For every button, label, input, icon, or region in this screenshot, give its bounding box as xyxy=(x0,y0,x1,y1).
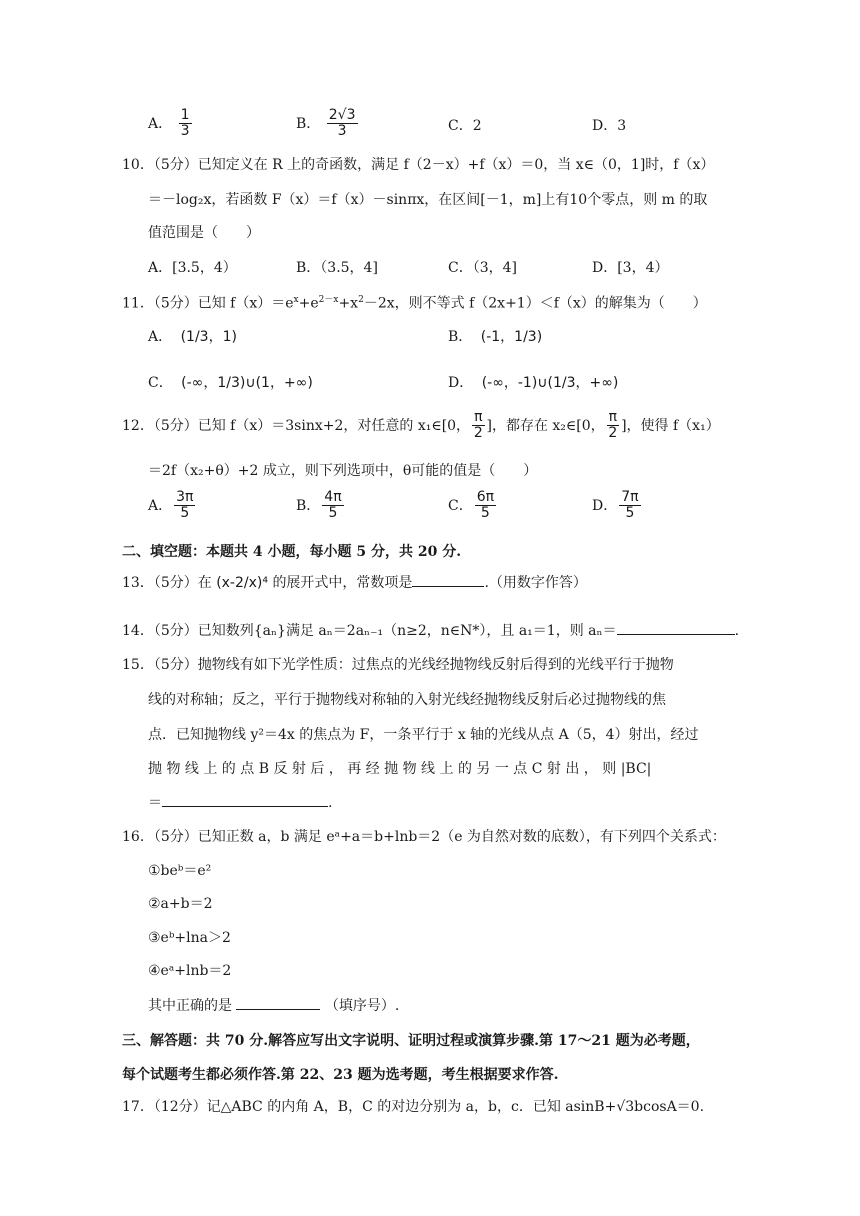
answer-blank[interactable] xyxy=(412,574,484,587)
denominator: 3 xyxy=(337,123,347,140)
q13-text: .（用数字作答） xyxy=(484,575,587,591)
numerator: π xyxy=(474,409,483,425)
fraction xyxy=(327,108,358,140)
q17-stem: 17．（12分）记△ABC 的内角 A，B，C 的对边分别为 a，b，c．已知 asinB+√3bcosA＝0. xyxy=(122,1099,705,1115)
section-heading-solutions-line-2: 每个试题考生都必须作答.第 22、23 题为选考题，考生根据要求作答. xyxy=(122,1067,559,1083)
numerator: π xyxy=(608,409,618,425)
fraction xyxy=(619,490,640,522)
fraction xyxy=(607,410,619,442)
denominator: 2 xyxy=(608,425,618,442)
fraction xyxy=(179,108,192,140)
answer-blank[interactable] xyxy=(236,997,320,1010)
fraction xyxy=(475,490,496,522)
q12-text: 12．（5分）已知 f（x）＝3sinx+2，对任意的 x₁∈[0， xyxy=(122,417,471,434)
q11-option-b xyxy=(448,326,542,346)
q10-option-d: D．[3，4） xyxy=(592,260,669,276)
q11-text: +e xyxy=(298,295,319,312)
fraction xyxy=(322,490,343,522)
numerator: 4π xyxy=(324,489,342,505)
numerator: 6π xyxy=(476,489,495,505)
q12-line-2: ＝2f（x₂+θ）+2 成立，则下列选项中，θ可能的值是（ ） xyxy=(148,463,538,479)
q13 xyxy=(122,572,587,592)
q16-answer-line xyxy=(148,997,399,1015)
option-label: A． xyxy=(148,115,173,132)
q11-text: +x xyxy=(338,295,359,312)
q15-line-3: 点．已知抛物线 y²＝4x 的焦点为 F，一条平行于 x 轴的光线从点 A（5，4）射出，经过 xyxy=(148,727,699,743)
option-label: B． xyxy=(296,497,321,514)
q15-text: . xyxy=(328,795,333,811)
fraction xyxy=(472,410,484,442)
exponent: 2 xyxy=(358,295,364,305)
option-label: C． xyxy=(448,497,473,514)
q13-expression: (x-2/x)⁴ xyxy=(216,575,268,591)
q10-option-b: B．（3.5，4] xyxy=(296,260,378,276)
q11-text: 11．（5分）已知 f（x）＝e xyxy=(122,295,294,312)
section-heading-solutions-line-1: 三、解答题：共 70 分.解答应写出文字说明、证明过程或演算步骤.第 17～21 题为必考题， xyxy=(122,1033,700,1049)
q12-option-b xyxy=(296,490,346,522)
q9-option-b xyxy=(296,108,360,140)
option-value: (1/3，1) xyxy=(180,329,237,345)
q15-line-4: 抛 物 线 上 的 点 B 反 射 后 ， 再 经 抛 物 线 上 的 另 一 点 C 射 出 ， 则 |BC| xyxy=(148,761,652,777)
q12-option-a xyxy=(148,490,197,522)
q16-text: 其中正确的是 xyxy=(148,998,232,1014)
q13-text: 的展开式中，常数项是 xyxy=(272,575,413,591)
q11-stem xyxy=(122,295,707,312)
option-label: A． xyxy=(148,329,173,345)
q11-text: －2x，则不等式 f（2x+1）＜f（x）的解集为（ ） xyxy=(363,295,707,312)
q15-line-2: 线的对称轴；反之，平行于抛物线对称轴的入射光线经抛物线反射后必过抛物线的焦 xyxy=(148,692,666,708)
numerator: 2√3 xyxy=(328,107,356,123)
q10-option-a: A．[3.5，4） xyxy=(148,260,237,276)
answer-blank[interactable] xyxy=(617,622,735,635)
q16-text: （填序号）. xyxy=(324,998,400,1014)
q14-text: 14．（5分）已知数列{aₙ}满足 aₙ＝2aₙ₋₁（n≥2，n∈N*），且 a₁＝1，则 aₙ＝ xyxy=(122,623,617,639)
q10-option-c: C．（3，4] xyxy=(448,260,517,276)
q11-option-a xyxy=(148,326,237,346)
q12-text: ]，都存在 x₂∈[0， xyxy=(486,417,605,434)
option-label: D． xyxy=(592,497,618,514)
q16-line-1: 16．（5分）已知正数 a，b 满足 eᵃ+a＝b+lnb＝2（e 为自然对数的底数），有下列四个关系式： xyxy=(122,829,726,845)
exponent: x xyxy=(293,295,299,305)
q12-text: ]，使得 f（x₁） xyxy=(621,417,720,434)
q10-line-1: 10．（5分）已知定义在 R 上的奇函数，满足 f（2－x）+f（x）＝0，当 x∈（0，1]时，f（x） xyxy=(122,157,715,173)
q9-option-c: C．2 xyxy=(448,118,482,134)
denominator: 5 xyxy=(480,505,490,522)
q13-text: 13．（5分）在 xyxy=(122,575,212,591)
q16-statement-2: ②a+b＝2 xyxy=(148,896,213,912)
numerator: 1 xyxy=(180,107,190,123)
denominator: 5 xyxy=(625,505,635,522)
q14-text: . xyxy=(734,623,740,639)
option-label: B． xyxy=(448,329,473,345)
option-value: (-∞，1/3)∪(1，+∞) xyxy=(181,375,313,391)
q10-line-3: 值范围是（ ） xyxy=(148,225,260,241)
q16-statement-1: ①beᵇ＝e² xyxy=(148,863,212,879)
option-value: (-∞，-1)∪(1/3，+∞) xyxy=(481,375,619,391)
q16-statement-3: ③eᵇ+lna＞2 xyxy=(148,930,231,946)
q14 xyxy=(122,622,739,640)
q16-statement-4: ④eᵃ+lnb＝2 xyxy=(148,963,232,979)
section-heading-fill-in: 二、填空题：本题共 4 小题，每小题 5 分，共 20 分. xyxy=(122,544,462,560)
q15-line-5 xyxy=(148,794,332,812)
q11-option-c xyxy=(148,372,313,392)
q15-text: ＝ xyxy=(148,795,162,811)
q12-option-d xyxy=(592,490,643,522)
q10-line-2: ＝－log₂x，若函数 F（x）＝f（x）－sinπx，在区间[－1，m]上有10个零点，则 m 的取 xyxy=(148,192,708,208)
q9-option-a xyxy=(148,108,194,140)
q9-option-d: D．3 xyxy=(592,118,627,134)
exponent: 2－x xyxy=(318,295,339,305)
fraction xyxy=(174,490,195,522)
q15-line-1: 15．（5分）抛物线有如下光学性质：过焦点的光线经抛物线反射后得到的光线平行于抛物 xyxy=(122,657,674,673)
answer-blank[interactable] xyxy=(162,794,328,807)
q12-option-c xyxy=(448,490,498,522)
option-label: A． xyxy=(148,497,173,514)
denominator: 5 xyxy=(180,505,190,522)
option-label: B． xyxy=(296,115,321,132)
option-label: C． xyxy=(148,375,173,391)
numerator: 3π xyxy=(176,489,194,505)
option-label: D． xyxy=(448,375,474,391)
q11-option-d xyxy=(448,372,618,392)
option-value: (-1，1/3) xyxy=(480,329,543,345)
denominator: 5 xyxy=(328,505,338,522)
q12-line-1 xyxy=(122,410,720,442)
numerator: 7π xyxy=(621,489,639,505)
denominator: 2 xyxy=(473,425,483,442)
denominator: 3 xyxy=(180,123,190,140)
